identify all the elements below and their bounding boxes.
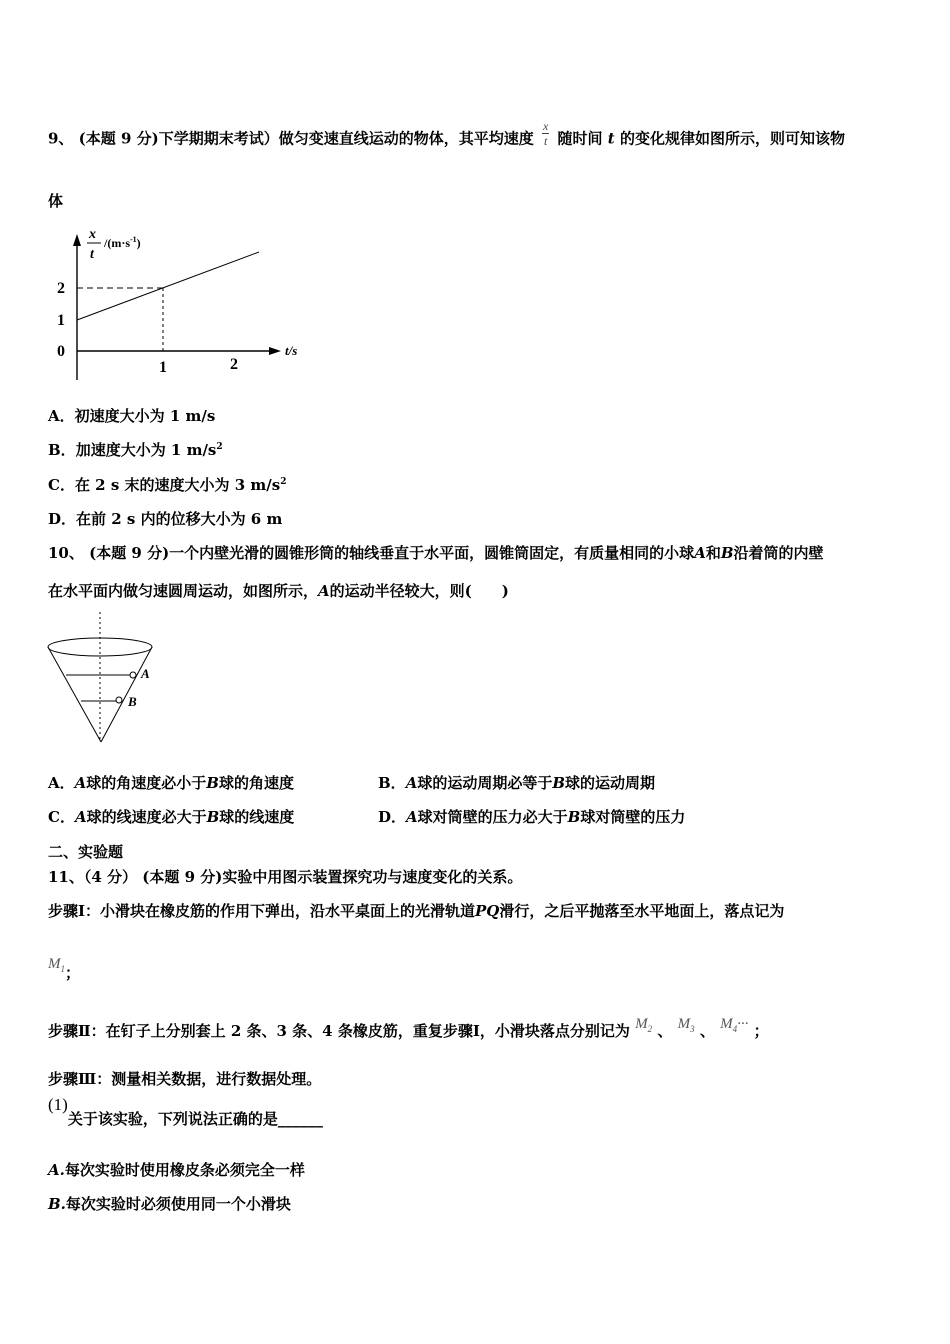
q10-line2-ball: A [318,582,330,600]
q9-option-b-sup: 2 [216,442,223,452]
q10-option-b-t1: 球的运动周期必等于 [417,774,553,792]
q10-option-a-t1: 球的角速度必小于 [86,774,207,792]
q9-option-a-letter: A． [48,407,75,425]
q9-stem-line2: 体 [48,192,64,210]
q11-sub1-text: 关于该实验，下列说法正确的是______ [67,1110,323,1128]
q9-xlabel: t/s [285,343,298,358]
q10-option-c-letter: C． [48,808,75,826]
q9-frac-den: t [543,134,548,148]
q11-m3: M [677,1016,691,1032]
q11-m1-line [48,952,81,982]
q10-ball-a-marker [130,672,136,678]
q10-option-c-t2: 球的线速度 [219,808,295,826]
q10-option-d-t1: 球对筒壁的压力必大于 [417,808,568,826]
q10-option-c [48,806,294,827]
q9-xtick-1: 1 [159,359,167,376]
q11-stem: 11、（4 分） (本题 9 分)实验中用图示装置探究功与速度变化的关系。 [48,868,523,886]
q11-m1: M [48,956,61,972]
q11-step1-pq: PQ [475,902,500,920]
q11-step2-tail: ； [753,1022,769,1040]
q10-cone-figure [44,612,164,747]
q11-m1-sub: 1 [60,964,65,974]
q11-m1-tail: ； [65,964,81,982]
q9-ytick-1: 1 [57,312,65,329]
q9-stem-b: 随时间 [557,129,603,148]
q10-option-a-t2: 球的角速度 [218,774,294,792]
q11-sub1 [48,1095,323,1128]
q10-option-d [378,806,685,827]
q9-ytick-2: 2 [57,280,65,297]
q10-cone-right-side [101,647,152,742]
q11-option-b [48,1193,291,1214]
q10-line1-a: 10、 (本题 9 分)一个内壁光滑的圆锥形筒的轴线垂直于水平面，圆锥筒固定，有质量相同的小球 [48,544,695,562]
q11-option-b-letter: B. [48,1195,66,1213]
q10-ball-b: B [720,544,734,562]
q10-option-c-t1: 球的线速度必大于 [86,808,207,826]
q9-ylabel-num: x [89,227,96,242]
q10-option-c-b2: B [206,808,220,826]
q10-ball-b-marker [116,697,122,703]
q10-cone-left-side [48,647,101,742]
q10-option-b-b1: A [405,774,418,792]
q10-line2-a: 在水平面内做匀速圆周运动，如图所示， [48,582,319,600]
q9-option-d-text: 在前 2 s 内的位移大小为 6 m [76,510,283,528]
q10-option-a-b2: B [206,774,219,792]
q9-velocity-time-graph [45,222,315,387]
q11-step2 [48,1016,769,1042]
q11-step1-a: 步骤Ⅰ：小滑块在橡皮筋的作用下弹出，沿水平桌面上的光滑轨道 [48,902,476,920]
q11-m4: M [720,1016,733,1032]
q9-ylabel-unit: $/(m\cdot s^{-1})$ [104,235,141,250]
q11-m3-sub: 3 [690,1024,695,1034]
q11-option-a [48,1159,305,1180]
q10-option-d-t2: 球对筒壁的压力 [580,808,686,826]
q9-graph-line [77,252,259,320]
q9-x-axis-arrow-icon [269,347,281,355]
q10-option-b [378,772,655,793]
q9-frac-num: x [542,119,549,133]
q9-ytick-0: 0 [57,343,65,360]
q10-option-b-letter: B． [378,774,406,792]
q9-option-c-letter: C． [48,476,75,494]
q9-option-c-text: 在 2 s 末的速度大小为 3 m/s [74,476,281,494]
q10-option-a [48,772,294,793]
q9-xtick-2: 2 [230,356,238,373]
q11-step3: 步骤Ⅲ：测量相关数据，进行数据处理。 [48,1070,322,1088]
q11-sep1: 、 [657,1022,673,1040]
q11-option-a-text: 每次实验时使用橡皮条必须完全一样 [64,1161,305,1179]
q11-sep2: 、 [699,1022,715,1040]
q9-stem-c: 的变化规律如图所示，则可知该物 [619,129,845,148]
q10-stem-line1 [48,542,824,563]
q9-option-b-letter: B． [48,441,76,459]
q9-stem-line [48,119,845,154]
q10-option-a-b1: A [74,774,87,792]
q9-option-a-text: 初速度大小为 1 m/s [74,407,216,425]
q11-m4-dots: ··· [737,1016,749,1032]
q9-stem-t: t [607,129,615,148]
q9-option-b-text: 加速度大小为 1 m/s [75,441,217,459]
q10-line2-b: 的运动半径较大，则( ) [329,582,509,600]
q10-line1-b: 和 [705,544,721,562]
q9-y-axis-arrow-icon [73,234,81,246]
q11-m2: M [635,1016,648,1032]
q9-average-velocity-fraction [542,119,549,148]
q10-option-b-t2: 球的运动周期 [565,774,656,792]
section-title: 二、实验题 [48,843,124,861]
q10-option-d-b1: A [406,808,418,826]
q9-option-d-letter: D． [48,510,77,528]
q11-step1-b: 滑行，之后平抛落至水平地面上，落点记为 [499,902,785,920]
q11-step1 [48,900,784,921]
q11-option-b-text: 每次实验时必须使用同一个小滑块 [65,1195,291,1213]
q9-option-c [48,474,286,495]
q10-ball-a: A [694,544,706,562]
q9-option-d [48,508,282,529]
q9-option-a [48,405,215,426]
q11-m4-sub: 4 [732,1024,738,1034]
q10-option-c-b1: A [74,808,87,826]
q10-line1-c: 沿着筒的内壁 [733,544,824,562]
q10-fig-label-a: A [141,666,150,681]
q9-ylabel-den: t [90,247,94,262]
q10-stem-line2 [48,580,509,601]
q10-option-a-letter: A． [48,774,75,792]
q10-option-d-letter: D． [378,808,407,826]
q11-option-a-letter: A. [48,1161,65,1179]
q9-option-c-sup: 2 [280,477,287,487]
q11-step2-a: 步骤Ⅱ：在钉子上分别套上 2 条、3 条、4 条橡皮筋，重复步骤Ⅰ，小滑块落点分别记为 [48,1022,630,1040]
q10-fig-label-b: B [128,694,137,709]
q10-option-d-b2: B [567,808,581,826]
q11-sub1-num: (1) [48,1095,68,1114]
q10-option-b-b2: B [552,774,566,792]
q11-m2-sub: 2 [647,1024,653,1034]
q9-stem-a: 9、 (本题 9 分)下学期期末考试）做匀变速直线运动的物体，其平均速度 [48,129,534,148]
q9-option-b [48,439,223,460]
